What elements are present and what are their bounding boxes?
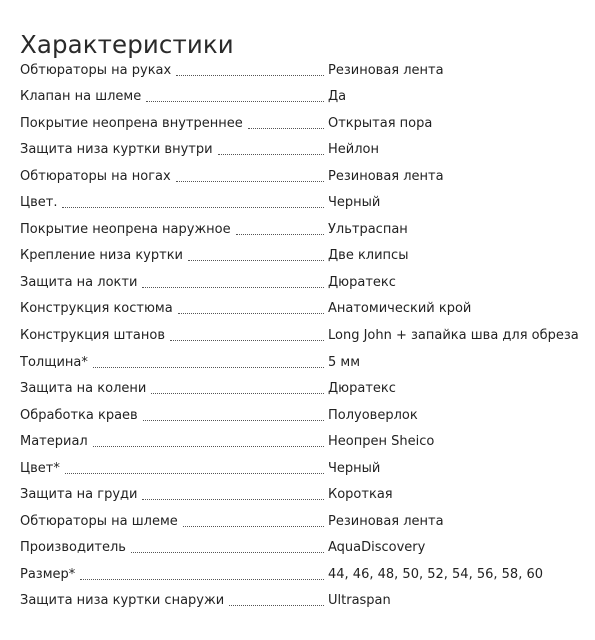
spec-label: Конструкция костюма: [20, 301, 173, 317]
spec-row: [20, 241, 580, 268]
spec-label-cell: [20, 567, 328, 586]
spec-row: [20, 82, 580, 109]
spec-row: [20, 161, 580, 188]
spec-label-cell: [20, 381, 328, 400]
dotted-leader: [142, 499, 324, 500]
dotted-leader: [142, 287, 324, 288]
spec-label: Цвет*: [20, 460, 60, 476]
spec-label: Защита низа куртки снаружи: [20, 593, 225, 609]
spec-label-cell: [20, 89, 328, 108]
spec-row: [20, 188, 580, 215]
dotted-leader: [178, 313, 324, 314]
spec-row: [20, 294, 580, 321]
spec-value: Дюратекс: [328, 274, 396, 290]
spec-label: Защита на груди: [20, 487, 138, 503]
spec-label-cell: [20, 328, 328, 347]
spec-row: [20, 55, 580, 82]
spec-value: Long John + запайка шва для обреза: [328, 328, 579, 344]
spec-label: Защита низа куртки внутри: [20, 142, 213, 158]
spec-label: Защита на локти: [20, 274, 138, 290]
spec-value: Две клипсы: [328, 248, 409, 264]
dotted-leader: [170, 340, 324, 341]
dotted-leader: [93, 367, 324, 368]
spec-value: Нейлон: [328, 142, 379, 158]
spec-label: Толщина*: [20, 354, 88, 370]
dotted-leader: [93, 446, 324, 447]
spec-label-cell: [20, 116, 328, 135]
spec-label-cell: [20, 63, 328, 82]
specifications-list: [20, 55, 580, 612]
spec-row: [20, 480, 580, 507]
spec-label: Крепление низа куртки: [20, 248, 183, 264]
dotted-leader: [176, 181, 324, 182]
spec-row: [20, 559, 580, 586]
spec-row: [20, 214, 580, 241]
spec-label-cell: [20, 355, 328, 374]
spec-row: [20, 347, 580, 374]
spec-row: [20, 135, 580, 162]
spec-label-cell: [20, 301, 328, 320]
spec-label-cell: [20, 434, 328, 453]
spec-value: Черный: [328, 195, 381, 211]
spec-row: [20, 427, 580, 454]
spec-value: Анатомический крой: [328, 301, 472, 317]
dotted-leader: [146, 101, 324, 102]
spec-label-cell: [20, 514, 328, 533]
dotted-leader: [176, 75, 324, 76]
spec-label: Размер*: [20, 566, 76, 582]
spec-value: Полуоверлок: [328, 407, 418, 423]
dotted-leader: [183, 526, 324, 527]
spec-value: Неопрен Sheico: [328, 434, 435, 450]
spec-value: 44, 46, 48, 50, 52, 54, 56, 58, 60: [328, 566, 543, 582]
spec-value: Короткая: [328, 487, 393, 503]
spec-row: [20, 453, 580, 480]
spec-label-cell: [20, 169, 328, 188]
spec-label: Материал: [20, 434, 88, 450]
spec-row: [20, 374, 580, 401]
spec-row: [20, 533, 580, 560]
dotted-leader: [65, 473, 324, 474]
spec-row: [20, 506, 580, 533]
spec-row: [20, 267, 580, 294]
dotted-leader: [248, 128, 324, 129]
spec-label-cell: [20, 222, 328, 241]
spec-label-cell: [20, 540, 328, 559]
spec-value: AquaDiscovery: [328, 540, 426, 556]
dotted-leader: [143, 420, 324, 421]
dotted-leader: [80, 579, 324, 580]
spec-label-cell: [20, 487, 328, 506]
spec-value: Да: [328, 89, 347, 105]
dotted-leader: [229, 605, 324, 606]
spec-value: Резиновая лента: [328, 168, 444, 184]
dotted-leader: [188, 260, 324, 261]
spec-label-cell: [20, 408, 328, 427]
spec-label-cell: [20, 593, 328, 612]
spec-label-cell: [20, 142, 328, 161]
spec-label-cell: [20, 461, 328, 480]
spec-value: Резиновая лента: [328, 62, 444, 78]
dotted-leader: [62, 207, 324, 208]
spec-value: Ultraspan: [328, 593, 391, 609]
spec-value: Открытая пора: [328, 115, 433, 131]
spec-label: Обтюраторы на шлеме: [20, 513, 178, 529]
dotted-leader: [151, 393, 324, 394]
spec-value: Ультраспан: [328, 221, 408, 237]
spec-label: Покрытие неопрена внутреннее: [20, 115, 243, 131]
spec-value: Резиновая лента: [328, 513, 444, 529]
spec-value: Черный: [328, 460, 381, 476]
dotted-leader: [131, 552, 324, 553]
spec-label: Обтюраторы на ногах: [20, 168, 171, 184]
spec-label: Конструкция штанов: [20, 328, 165, 344]
spec-label: Цвет.: [20, 195, 58, 211]
spec-row: [20, 400, 580, 427]
spec-row: [20, 586, 580, 613]
spec-label: Клапан на шлеме: [20, 89, 142, 105]
spec-label: Обтюраторы на руках: [20, 62, 172, 78]
spec-value: Дюратекс: [328, 381, 396, 397]
spec-label-cell: [20, 248, 328, 267]
spec-label: Покрытие неопрена наружное: [20, 221, 231, 237]
spec-row: [20, 108, 580, 135]
spec-label-cell: [20, 275, 328, 294]
spec-label: Защита на колени: [20, 381, 147, 397]
spec-label: Производитель: [20, 540, 126, 556]
dotted-leader: [218, 154, 324, 155]
dotted-leader: [236, 234, 324, 235]
spec-row: [20, 320, 580, 347]
spec-label: Обработка краев: [20, 407, 138, 423]
page-title: Характеристики: [20, 30, 234, 60]
spec-value: 5 мм: [328, 354, 361, 370]
spec-label-cell: [20, 195, 328, 214]
